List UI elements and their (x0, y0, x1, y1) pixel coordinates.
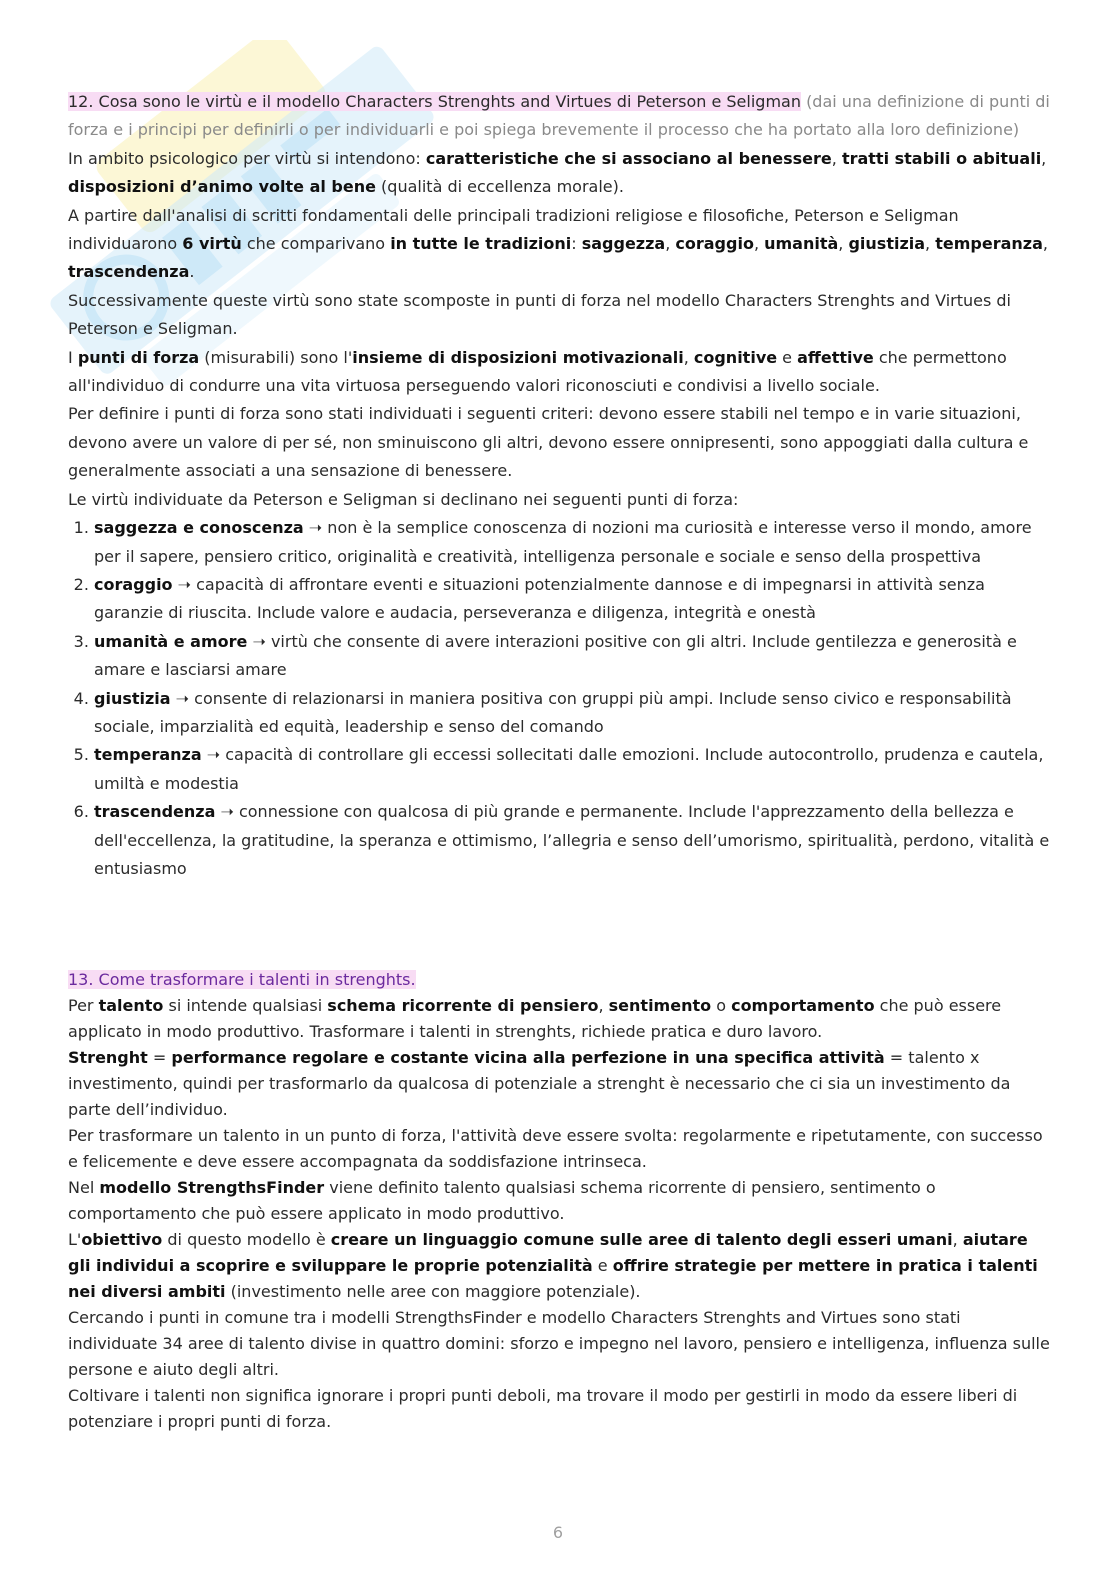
section-12-paragraph-6: Le virtù individuate da Peterson e Seligman si declinano nei seguenti punti di forza: (68, 489, 739, 509)
section-13-paragraph-2: Strenght = performance regolare e costante vicina alla perfezione in una specifica attività = talento x investimento, quindi per trasformarlo da qualcosa di potenziale a strenght è necessario che ci sia un investimento da parte dell’individuo. (68, 1048, 1011, 1120)
list-item: 1. saggezza e conoscenza ➝ non è la semplice conoscenza di nozioni ma curiosità e interesse verso il mondo, amore per il sapere, pensiero critico, originalità e creatività, intelligenza personale e sociale e senso della prospettiva (94, 514, 1053, 571)
section-12-heading-paragraph (68, 88, 1053, 145)
list-item: 5. temperanza ➝ capacità di controllare gli eccessi sollecitati dalle emozioni. Include autocontrollo, prudenza e cautela, umiltà e modestia (94, 741, 1053, 798)
list-item: 2. coraggio ➝ capacità di affrontare eventi e situazioni potenzialmente dannose e di impegnarsi in attività senza garanzie di riuscita. Include valore e audacia, perseveranza e diligenza, integrità e onestà (94, 571, 1053, 628)
section-12-paragraph-3: Successivamente queste virtù sono state scomposte in punti di forza nel modello Characters Strenghts and Virtues di Peterson e Seligman. (68, 290, 1011, 339)
section-12-heading: 12. Cosa sono le virtù e il modello Characters Strenghts and Virtues di Peterson e Seligman (68, 92, 801, 111)
list-item: 6. trascendenza ➝ connessione con qualcosa di più grande e permanente. Include l'apprezzamento della bellezza e dell'eccellenza, la gratitudine, la speranza e ottimismo, l’allegria e senso dell’umorismo, spiritualità, perdono, vitalità e entusiasmo (94, 798, 1053, 883)
list-item: 4. giustizia ➝ consente di relazionarsi in maniera positiva con gruppi più ampi. Include senso civico e responsabilità sociale, imparzialità ed equità, leadership e senso del comando (94, 685, 1053, 742)
list-item: 3. umanità e amore ➝ virtù che consente di avere interazioni positive con gli altri. Include gentilezza e generosità e amare e lasciarsi amare (94, 628, 1053, 685)
section-13-heading-paragraph (68, 967, 1053, 993)
section-12-paragraph-5: Per definire i punti di forza sono stati individuati i seguenti criteri: devono essere stabili nel tempo e in varie situazioni, devono avere un valore di per sé, non sminuiscono gli altri, devono essere onnipresenti, sono appoggiati dalla cultura e generalmente associati a una sensazione di benessere. (68, 404, 1029, 481)
section-12-paragraph-4: I punti di forza (misurabili) sono l'insieme di disposizioni motivazionali, cognitive e affettive che permettono all'individuo di condurre una vita virtuosa perseguendo valori riconosciuti e condivisi a livello sociale. (68, 347, 1007, 396)
section-12-heading-note: (dai una definizione di punti di forza e i principi per definirli o per individuarli e poi spiega brevemente il processo che ha portato alla loro definizione) (68, 92, 1050, 140)
section-13-heading: 13. Come trasformare i talenti in strenghts. (68, 970, 416, 990)
page-number: 6 (552, 1523, 564, 1542)
document-content (68, 88, 1053, 1435)
section-12-paragraph-2: A partire dall'analisi di scritti fondamentali delle principali tradizioni religiose e filosofiche, Peterson e Seligman individuarono 6 virtù che comparivano in tutte le tradizioni: saggezza, coraggio, umanità, giustizia, temperanza, trascendenza. (68, 205, 1048, 282)
section-13-paragraph-1: Per talento si intende qualsiasi schema ricorrente di pensiero, sentimento o comportamento che può essere applicato in modo produttivo. Trasformare i talenti in strenghts, richiede pratica e duro lavoro. (68, 996, 1002, 1042)
section-13-paragraph-6: Cercando i punti in comune tra i modelli StrengthsFinder e modello Characters Strenghts and Virtues sono stati individuate 34 aree di talento divise in quattro domini: sforzo e impegno nel lavoro, pensiero e intelligenza, influenza sulle persone e aiuto degli altri. (68, 1308, 1050, 1380)
section-13-paragraph-5: L'obiettivo di questo modello è creare un linguaggio comune sulle aree di talento degli esseri umani, aiutare gli individui a scoprire e sviluppare le proprie potenzialità e offrire strategie per mettere in pratica i talenti nei diversi ambiti (investimento nelle aree con maggiore potenziale). (68, 1230, 1038, 1302)
section-13 (68, 967, 1053, 1435)
section-13-paragraph-4: Nel modello StrengthsFinder viene definito talento qualsiasi schema ricorrente di pensiero, sentimento o comportamento che può essere applicato in modo produttivo. (68, 1178, 936, 1224)
section-13-paragraph-7: Coltivare i talenti non significa ignorare i propri punti deboli, ma trovare il modo per gestirli in modo da essere liberi di potenziare i propri punti di forza. (68, 1386, 1018, 1432)
section-12-paragraph-1: In ambito psicologico per virtù si intendono: caratteristiche che si associano al benessere, tratti stabili o abituali, disposizioni d’animo volte al bene (qualità di eccellenza morale). (68, 148, 1047, 197)
strengths-list (68, 514, 1053, 883)
section-13-paragraph-3: Per trasformare un talento in un punto di forza, l'attività deve essere svolta: regolarmente e ripetutamente, con successo e felicemente e deve essere accompagnata da soddisfazione intrinseca. (68, 1126, 1043, 1172)
